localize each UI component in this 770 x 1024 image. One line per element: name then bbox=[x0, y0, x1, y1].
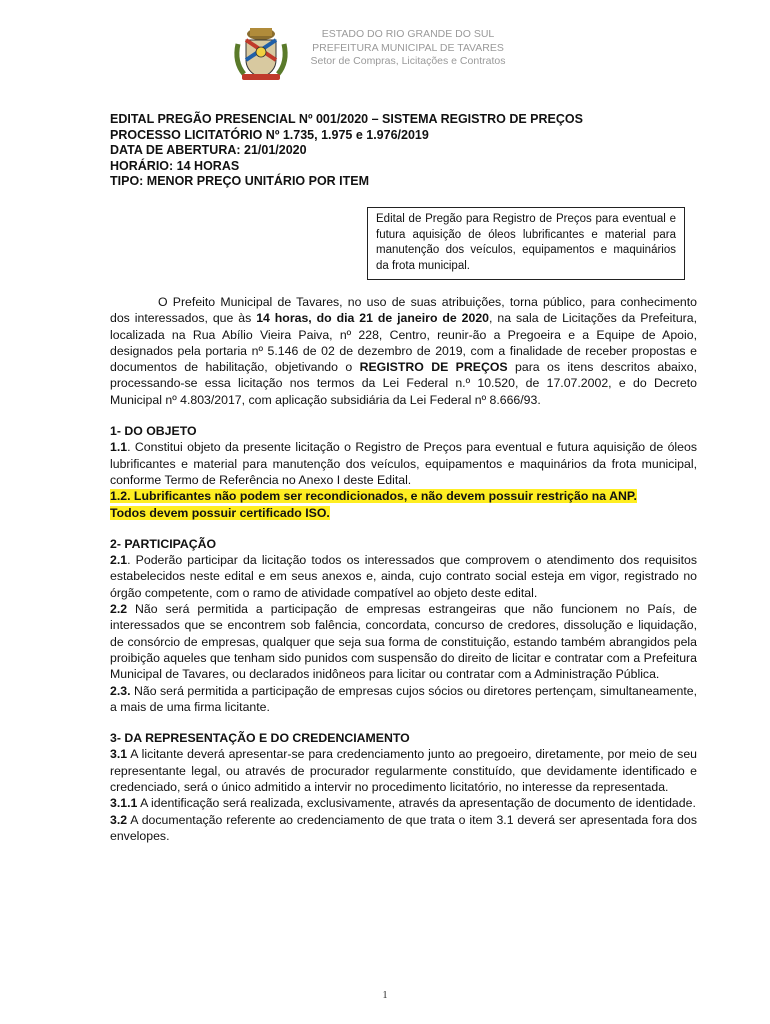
section-1-item-2 bbox=[110, 488, 697, 521]
item-text: A identificação será realizada, exclusivamente, através da apresentação de documento de identidade. bbox=[137, 796, 696, 811]
coat-of-arms-icon bbox=[230, 22, 292, 84]
section-2-item-1 bbox=[110, 552, 697, 601]
item-number: 2.1 bbox=[110, 553, 128, 568]
intro-date-bold: 14 horas, do dia 21 de janeiro de 2020 bbox=[256, 311, 490, 326]
page-number: 1 bbox=[382, 990, 388, 1001]
title-data-abertura: DATA DE ABERTURA: 21/01/2020 bbox=[110, 143, 307, 157]
item-text: A licitante deverá apresentar-se para credenciamento junto ao pregoeiro, diretamente, por meio de seu representante legal, ou através de procurador regularmente constituído, que devidamente identificado e credenciado, será o único admitido a intervir no procedimento licitatório, no interesse da representada. bbox=[110, 747, 697, 795]
intro-text-3: para os itens descritos abaixo, processando-se essa licitação nos termos da Lei Federal n.º 10.520, de 17.07.2002, e do Decreto Municipal nº 4.803/2017, com aplicação subsidiária da Lei Federal nº 8.666/93. bbox=[110, 360, 698, 407]
summary-box: Edital de Pregão para Registro de Preços para eventual e futura aquisição de óleos lubrificantes e material para manutenção dos veículos, equipamentos e maquinários da frota municipal. bbox=[367, 207, 685, 280]
item-number: 2.3. bbox=[110, 683, 131, 698]
item-number: 3.1 bbox=[110, 747, 128, 762]
title-tipo: TIPO: MENOR PREÇO UNITÁRIO POR ITEM bbox=[110, 174, 370, 188]
section-1-item-1 bbox=[110, 439, 697, 488]
section-2-item-2 bbox=[110, 601, 697, 682]
edital-titles bbox=[110, 112, 670, 190]
header-state: ESTADO DO RIO GRANDE DO SUL bbox=[321, 28, 495, 40]
highlighted-text-2: Todos devem possuir certificado ISO. bbox=[110, 505, 330, 520]
section-2-item-3 bbox=[110, 683, 697, 716]
intro-text-2: , na sala de Licitações da Prefeitura, localizada na Rua Abílio Vieira Paiva, nº 228, Centro, reunir-ão a Pregoeira e a Equipe de Apoio, designados pela portaria nº 5.146 de 02 de dezembro de 2019, com a finalidade de receber propostas e documentos de habilitação, objetivando o bbox=[110, 311, 698, 375]
item-number: 2.2 bbox=[110, 602, 128, 617]
title-edital: EDITAL PREGÃO PRESENCIAL Nº 001/2020 – SISTEMA REGISTRO DE PREÇOS bbox=[110, 112, 583, 126]
section-3-title: 3- DA REPRESENTAÇÃO E DO CREDENCIAMENTO bbox=[110, 731, 410, 746]
highlighted-text-1: 1.2. Lubrificantes não podem ser recondicionados, e não devem possuir restrição na ANP. bbox=[110, 489, 637, 504]
document-body bbox=[110, 294, 697, 844]
header-department: Setor de Compras, Licitações e Contratos bbox=[310, 55, 506, 67]
intro-text-1: O Prefeito Municipal de Tavares, no uso de suas atribuições, torna público, para conhecimento dos interessados, que às bbox=[110, 295, 697, 326]
intro-paragraph bbox=[110, 294, 697, 408]
section-3-item-2 bbox=[110, 812, 697, 845]
section-2-title: 2- PARTICIPAÇÃO bbox=[110, 536, 217, 551]
title-horario: HORÁRIO: 14 HORAS bbox=[110, 158, 240, 173]
item-text: . Constitui objeto da presente licitação o Registro de Preços para eventual e futura aquisição de óleos lubrificantes e material para manutenção dos veículos, equipamentos e maquinários da frota municipal, conforme Termo de Referência no Anexo I deste Edital. bbox=[110, 440, 697, 487]
section-3-item-1 bbox=[110, 746, 697, 795]
header-prefecture: PREFEITURA MUNICIPAL DE TAVARES bbox=[312, 41, 504, 54]
item-number: 3.1.1 bbox=[110, 796, 138, 811]
item-number: 3.2 bbox=[110, 812, 128, 827]
header-institution bbox=[298, 28, 518, 69]
item-text: Não será permitida a participação de empresas estrangeiras que não funcionem no País, de interessados que se encontrem sob falência, concordata, concurso de credores, dissolução e liquidação, de consórcio de empresas, qualquer que seja sua forma de constituição, estando também abrangidos pela proibição aqueles que tenham sido punidos com suspensão do direito de licitar e contratar com a Prefeitura Municipal de Tavares, ou declarados inidôneos para licitar ou contratar com a Administração Pública. bbox=[110, 602, 697, 682]
section-1-title: 1- DO OBJETO bbox=[110, 424, 197, 439]
item-text: A documentação referente ao credenciamento de que trata o item 3.1 deverá ser apresentada fora dos envelopes. bbox=[110, 812, 697, 843]
title-processo: PROCESSO LICITATÓRIO Nº 1.735, 1.975 e 1.976/2019 bbox=[110, 127, 429, 142]
item-text: . Poderão participar da licitação todos os interessados que comprovem o atendimento dos requisitos estabelecidos neste edital e em seus anexos e, ainda, cujo contrato social esteja em vigor, registrado no órgão competente, com o ramo de atividade compatível ao objeto deste edital. bbox=[110, 553, 697, 600]
intro-registro-bold: REGISTRO DE PREÇOS bbox=[359, 360, 508, 375]
item-text: Não será permitida a participação de empresas cujos sócios ou diretores pertençam, simultaneamente, a mais de uma firma licitante. bbox=[110, 683, 697, 714]
section-3-item-1-1 bbox=[110, 795, 697, 811]
item-number: 1.1 bbox=[110, 440, 128, 455]
